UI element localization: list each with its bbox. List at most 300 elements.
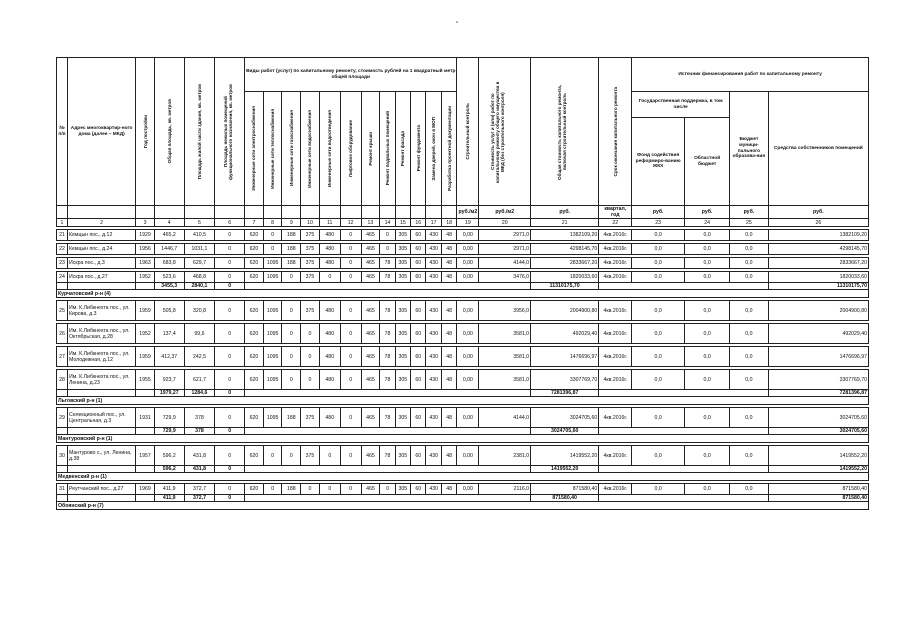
row-address: Кемцын пос., д.12 xyxy=(68,230,136,241)
unit-term: квартал, год xyxy=(599,206,632,219)
row-work-cost: 0 xyxy=(263,244,282,255)
header-work-8: Ремонт подвальных помещений xyxy=(380,92,395,206)
empty-cell xyxy=(57,428,68,435)
subtotal-total-area: 729,9 xyxy=(154,428,184,435)
row-work-cost: 60 xyxy=(411,258,426,269)
row-work-cost: 430 xyxy=(426,244,441,255)
row-term: 4кв.2016г. xyxy=(599,244,632,255)
row-cost-per-m2: 2971,0 xyxy=(479,244,531,255)
row-total-area: 596,2 xyxy=(154,446,184,466)
row-regional: 0,0 xyxy=(685,244,730,255)
row-municipal: 0,0 xyxy=(730,244,769,255)
row-cost-per-m2: 4144,0 xyxy=(479,408,531,428)
header-no: № п/п xyxy=(57,58,68,206)
row-work-cost: 305 xyxy=(395,230,410,241)
empty-cell xyxy=(599,428,768,435)
row-year: 1959 xyxy=(136,347,155,367)
row-term: 4кв.2016г. xyxy=(599,301,632,321)
row-work-cost: 78 xyxy=(380,347,395,367)
row-work-cost: 620 xyxy=(245,230,264,241)
row-nonres-area: 0 xyxy=(215,258,245,269)
empty-cell xyxy=(245,466,531,473)
row-owners: 1419552,20 xyxy=(768,446,868,466)
row-term: 4кв.2016г. xyxy=(599,324,632,344)
column-number: 11 xyxy=(319,219,340,227)
row-living-area: 621,7 xyxy=(184,370,215,390)
subtotal-owners: 871580,40 xyxy=(768,495,868,502)
column-number: 10 xyxy=(301,219,320,227)
row-work-cost: 620 xyxy=(245,347,264,367)
empty-cell xyxy=(599,466,768,473)
row-work-cost: 375 xyxy=(301,244,320,255)
row-term: 4кв.2016г. xyxy=(599,446,632,466)
empty-cell xyxy=(68,495,136,502)
row-work-cost: 305 xyxy=(395,258,410,269)
subtotal-living-area: 2840,1 xyxy=(184,283,215,290)
row-control: 0,00 xyxy=(457,272,479,283)
row-work-cost: 1095 xyxy=(263,370,282,390)
row-work-cost: 480 xyxy=(319,230,340,241)
row-control: 0,00 xyxy=(457,484,479,495)
subtotal-nonres-area: 0 xyxy=(215,428,245,435)
row-owners: 492029,40 xyxy=(768,324,868,344)
row-total-cost: 1419552,20 xyxy=(531,446,599,466)
empty-cell xyxy=(136,390,155,397)
subtotal-cost: 3024705,60 xyxy=(531,428,599,435)
row-total-cost: 2833667,20 xyxy=(531,258,599,269)
column-number: 24 xyxy=(685,219,730,227)
row-number: 22 xyxy=(57,244,68,255)
row-regional: 0,0 xyxy=(685,301,730,321)
row-nonres-area: 0 xyxy=(215,244,245,255)
column-number: 1 xyxy=(57,219,68,227)
row-work-cost: 620 xyxy=(245,324,264,344)
table-row xyxy=(57,347,869,367)
row-regional: 0,0 xyxy=(685,324,730,344)
row-living-area: 99,6 xyxy=(184,324,215,344)
row-control: 0,00 xyxy=(457,301,479,321)
column-numbers-row xyxy=(57,219,869,227)
row-address: Им. К.Либкнехта пос., ул. Ленина, д.23 xyxy=(68,370,136,390)
row-control: 0,00 xyxy=(457,347,479,367)
row-work-cost: 0 xyxy=(340,244,361,255)
header-municipal: Бюджет муници-пального образова-ния xyxy=(730,92,769,206)
row-cost-per-m2: 3956,0 xyxy=(479,301,531,321)
row-work-cost: 188 xyxy=(282,258,301,269)
row-total-area: 523,6 xyxy=(154,272,184,283)
row-work-cost: 480 xyxy=(319,301,340,321)
row-regional: 0,0 xyxy=(685,272,730,283)
row-year: 1957 xyxy=(136,446,155,466)
column-number: 8 xyxy=(263,219,282,227)
table-row xyxy=(57,324,869,344)
row-nonres-area: 0 xyxy=(215,484,245,495)
row-fund: 0,0 xyxy=(632,258,685,269)
district-name: Медвенский р-н (1) xyxy=(57,473,869,481)
row-work-cost: 480 xyxy=(319,370,340,390)
district-name: Курчатовский р-н (4) xyxy=(57,290,869,298)
unit-owners: руб. xyxy=(768,206,868,219)
row-municipal: 0,0 xyxy=(730,301,769,321)
subtotal-living-area: 378 xyxy=(184,428,215,435)
row-work-cost: 430 xyxy=(426,258,441,269)
row-work-cost: 0 xyxy=(340,347,361,367)
row-work-cost: 60 xyxy=(411,272,426,283)
row-work-cost: 78 xyxy=(380,408,395,428)
row-number: 26 xyxy=(57,324,68,344)
row-number: 27 xyxy=(57,347,68,367)
row-work-cost: 60 xyxy=(411,324,426,344)
row-work-cost: 430 xyxy=(426,347,441,367)
subtotal-row xyxy=(57,283,869,290)
row-work-cost: 60 xyxy=(411,301,426,321)
row-address: Искра пос., д.27 xyxy=(68,272,136,283)
header-work-9: Ремонт фасада xyxy=(395,92,410,206)
row-fund: 0,0 xyxy=(632,408,685,428)
row-nonres-area: 0 xyxy=(215,230,245,241)
row-work-cost: 465 xyxy=(361,370,380,390)
row-cost-per-m2: 3476,0 xyxy=(479,272,531,283)
row-work-cost: 0 xyxy=(282,272,301,283)
column-number: 21 xyxy=(531,219,599,227)
header-work-6: Лифтовое оборудование xyxy=(340,92,361,206)
row-work-cost: 0 xyxy=(340,272,361,283)
row-work-cost: 188 xyxy=(282,484,301,495)
row-year: 1952 xyxy=(136,324,155,344)
row-work-cost: 0 xyxy=(340,484,361,495)
subtotal-nonres-area: 0 xyxy=(215,495,245,502)
empty-cell xyxy=(57,495,68,502)
row-fund: 0,0 xyxy=(632,324,685,344)
row-nonres-area: 0 xyxy=(215,347,245,367)
row-work-cost: 305 xyxy=(395,324,410,344)
row-number: 21 xyxy=(57,230,68,241)
empty-cell xyxy=(136,283,155,290)
row-work-cost: 430 xyxy=(426,408,441,428)
page-number: " xyxy=(456,22,459,28)
district-row xyxy=(57,397,869,405)
row-owners: 1820033,60 xyxy=(768,272,868,283)
row-owners: 2833667,20 xyxy=(768,258,868,269)
row-year: 1956 xyxy=(136,244,155,255)
row-work-cost: 78 xyxy=(380,258,395,269)
row-work-cost: 60 xyxy=(411,446,426,466)
unit-control: руб./м2 xyxy=(457,206,479,219)
row-term: 4кв.2016г. xyxy=(599,484,632,495)
row-living-area: 242,5 xyxy=(184,347,215,367)
row-total-cost: 1476696,97 xyxy=(531,347,599,367)
row-work-cost: 305 xyxy=(395,272,410,283)
district-row xyxy=(57,290,869,298)
row-owners: 871580,40 xyxy=(768,484,868,495)
row-work-cost: 48 xyxy=(441,258,457,269)
row-living-area: 372,7 xyxy=(184,484,215,495)
header-living-area: Площадь жилой части здания, кв. метров xyxy=(184,58,215,206)
empty-cell xyxy=(68,428,136,435)
row-work-cost: 375 xyxy=(301,272,320,283)
row-living-area: 320,8 xyxy=(184,301,215,321)
header-work-4: Инженерные сети водоснабжения xyxy=(301,92,320,206)
row-work-cost: 188 xyxy=(282,244,301,255)
row-municipal: 0,0 xyxy=(730,408,769,428)
subtotal-total-area: 1979,27 xyxy=(154,390,184,397)
header-control: Строительный контроль xyxy=(457,58,479,206)
header-work-7: Ремонт крыши xyxy=(361,92,380,206)
column-number: 17 xyxy=(426,219,441,227)
column-number: 22 xyxy=(599,219,632,227)
row-number: 24 xyxy=(57,272,68,283)
column-number: 5 xyxy=(184,219,215,227)
row-work-cost: 375 xyxy=(301,258,320,269)
row-work-cost: 48 xyxy=(441,230,457,241)
row-term: 4кв.2016г. xyxy=(599,347,632,367)
row-fund: 0,0 xyxy=(632,244,685,255)
subtotal-cost: 11310175,70 xyxy=(531,283,599,290)
row-work-cost: 480 xyxy=(319,347,340,367)
empty-cell xyxy=(599,390,768,397)
row-regional: 0,0 xyxy=(685,484,730,495)
row-work-cost: 0 xyxy=(319,272,340,283)
table-row xyxy=(57,446,869,466)
column-number: 13 xyxy=(361,219,380,227)
row-cost-per-m2: 3581,0 xyxy=(479,324,531,344)
row-work-cost: 60 xyxy=(411,408,426,428)
row-work-cost: 60 xyxy=(411,230,426,241)
row-work-cost: 0 xyxy=(301,370,320,390)
row-cost-per-m2: 3581,0 xyxy=(479,370,531,390)
subtotal-cost: 1419552,20 xyxy=(531,466,599,473)
row-regional: 0,0 xyxy=(685,230,730,241)
row-owners: 3024705,60 xyxy=(768,408,868,428)
row-work-cost: 480 xyxy=(319,408,340,428)
row-municipal: 0,0 xyxy=(730,258,769,269)
row-owners: 4298145,70 xyxy=(768,244,868,255)
row-number: 31 xyxy=(57,484,68,495)
row-control: 0,00 xyxy=(457,446,479,466)
unit-regional: руб. xyxy=(685,206,730,219)
district-row xyxy=(57,435,869,443)
row-work-cost: 188 xyxy=(282,408,301,428)
column-number: 18 xyxy=(441,219,457,227)
row-nonres-area: 0 xyxy=(215,446,245,466)
row-number: 28 xyxy=(57,370,68,390)
row-year: 1969 xyxy=(136,484,155,495)
column-number: 14 xyxy=(380,219,395,227)
row-work-cost: 620 xyxy=(245,301,264,321)
row-municipal: 0,0 xyxy=(730,446,769,466)
subtotal-total-area: 411,9 xyxy=(154,495,184,502)
row-work-cost: 1095 xyxy=(263,301,282,321)
empty-cell xyxy=(245,283,531,290)
row-number: 23 xyxy=(57,258,68,269)
header-fund: Фонд содействия реформиро-ванию ЖКХ xyxy=(632,118,685,206)
table-row xyxy=(57,370,869,390)
empty-cell xyxy=(245,428,531,435)
subtotal-nonres-area: 0 xyxy=(215,466,245,473)
row-work-cost: 48 xyxy=(441,301,457,321)
header-owners: Средства собственников помещений xyxy=(768,92,868,206)
column-number: 3 xyxy=(136,219,155,227)
empty-cell xyxy=(599,283,768,290)
row-owners: 3307769,70 xyxy=(768,370,868,390)
row-work-cost: 0 xyxy=(340,408,361,428)
subtotal-owners: 11310175,70 xyxy=(768,283,868,290)
row-year: 1955 xyxy=(136,370,155,390)
row-work-cost: 60 xyxy=(411,244,426,255)
row-total-cost: 871580,40 xyxy=(531,484,599,495)
row-work-cost: 465 xyxy=(361,244,380,255)
row-work-cost: 78 xyxy=(380,272,395,283)
row-work-cost: 0 xyxy=(380,230,395,241)
row-work-cost: 305 xyxy=(395,370,410,390)
column-number: 2 xyxy=(68,219,136,227)
district-row xyxy=(57,473,869,481)
row-work-cost: 465 xyxy=(361,258,380,269)
header-work-11: Замена дверей, окон в МОП xyxy=(426,92,441,206)
row-work-cost: 620 xyxy=(245,272,264,283)
table-row xyxy=(57,408,869,428)
row-work-cost: 480 xyxy=(319,258,340,269)
row-fund: 0,0 xyxy=(632,301,685,321)
row-municipal: 0,0 xyxy=(730,484,769,495)
subtotal-total-area: 596,2 xyxy=(154,466,184,473)
row-work-cost: 48 xyxy=(441,324,457,344)
row-control: 0,00 xyxy=(457,258,479,269)
header-state-support: Государственная поддержка, в том числе xyxy=(632,92,730,118)
row-work-cost: 0 xyxy=(282,446,301,466)
row-address: Искра пос., д.3 xyxy=(68,258,136,269)
row-year: 1931 xyxy=(136,408,155,428)
row-control: 0,00 xyxy=(457,230,479,241)
subtotal-cost: 7281396,87 xyxy=(531,390,599,397)
row-work-cost: 1095 xyxy=(263,258,282,269)
row-work-cost: 48 xyxy=(441,347,457,367)
row-municipal: 0,0 xyxy=(730,230,769,241)
table-row xyxy=(57,244,869,255)
table-row xyxy=(57,484,869,495)
row-total-cost: 4298145,70 xyxy=(531,244,599,255)
header-term: Срок окончания капитального ремонта xyxy=(599,58,632,206)
row-work-cost: 48 xyxy=(441,272,457,283)
row-work-cost: 78 xyxy=(380,324,395,344)
row-living-area: 629,7 xyxy=(184,258,215,269)
row-work-cost: 48 xyxy=(441,484,457,495)
row-work-cost: 305 xyxy=(395,347,410,367)
row-work-cost: 1095 xyxy=(263,408,282,428)
row-living-area: 431,8 xyxy=(184,446,215,466)
row-work-cost: 430 xyxy=(426,446,441,466)
header-nonres-area: Площадь нежилых помещений функционального назначения, кв. метров xyxy=(215,58,245,206)
row-work-cost: 48 xyxy=(441,446,457,466)
row-work-cost: 465 xyxy=(361,484,380,495)
row-work-cost: 0 xyxy=(282,324,301,344)
subtotal-cost: 871580,40 xyxy=(531,495,599,502)
row-address: Мантурово с., ул. Ленина, д.38 xyxy=(68,446,136,466)
row-work-cost: 0 xyxy=(301,347,320,367)
row-year: 1963 xyxy=(136,258,155,269)
row-term: 4кв.2016г. xyxy=(599,258,632,269)
subtotal-nonres-area: 0 xyxy=(215,390,245,397)
row-work-cost: 0 xyxy=(380,244,395,255)
row-term: 4кв.2016г. xyxy=(599,230,632,241)
row-total-area: 505,8 xyxy=(154,301,184,321)
row-total-area: 683,8 xyxy=(154,258,184,269)
row-address: Кемцын пос., д.24 xyxy=(68,244,136,255)
unit-fund: руб. xyxy=(632,206,685,219)
empty-cell xyxy=(57,466,68,473)
row-work-cost: 1095 xyxy=(263,347,282,367)
row-total-cost: 2004900,80 xyxy=(531,301,599,321)
row-municipal: 0,0 xyxy=(730,272,769,283)
row-municipal: 0,0 xyxy=(730,370,769,390)
row-owners: 1476696,97 xyxy=(768,347,868,367)
row-work-cost: 60 xyxy=(411,484,426,495)
row-cost-per-m2: 4144,0 xyxy=(479,258,531,269)
row-owners: 2004900,80 xyxy=(768,301,868,321)
table-row xyxy=(57,272,869,283)
row-total-cost: 3024705,60 xyxy=(531,408,599,428)
row-year: 1952 xyxy=(136,272,155,283)
row-work-cost: 78 xyxy=(380,370,395,390)
row-work-cost: 620 xyxy=(245,484,264,495)
row-work-cost: 0 xyxy=(282,370,301,390)
district-name: Обоянский р-н (7) xyxy=(57,502,869,510)
row-control: 0,00 xyxy=(457,324,479,344)
subtotal-living-area: 372,7 xyxy=(184,495,215,502)
row-address: Им. К.Либкнехта пос., ул. Кирова, д.3 xyxy=(68,301,136,321)
empty-cell xyxy=(136,428,155,435)
row-work-cost: 430 xyxy=(426,484,441,495)
unit-municipal: руб. xyxy=(730,206,769,219)
subtotal-living-area: 1284,6 xyxy=(184,390,215,397)
row-work-cost: 0 xyxy=(301,484,320,495)
column-number: 20 xyxy=(479,219,531,227)
row-work-cost: 465 xyxy=(361,301,380,321)
row-address: Им. К.Либкнехта пос., ул. Октябрьская, д.28 xyxy=(68,324,136,344)
district-row xyxy=(57,502,869,510)
row-work-cost: 0 xyxy=(340,324,361,344)
row-work-cost: 480 xyxy=(319,244,340,255)
row-regional: 0,0 xyxy=(685,347,730,367)
subtotal-row xyxy=(57,495,869,502)
row-work-cost: 0 xyxy=(340,258,361,269)
row-work-cost: 465 xyxy=(361,230,380,241)
empty-cell xyxy=(245,390,531,397)
row-regional: 0,0 xyxy=(685,370,730,390)
row-work-cost: 430 xyxy=(426,301,441,321)
header-year: Год постройки xyxy=(136,58,155,206)
row-fund: 0,0 xyxy=(632,484,685,495)
capital-repair-register-table xyxy=(56,57,869,510)
row-work-cost: 465 xyxy=(361,324,380,344)
row-work-cost: 305 xyxy=(395,301,410,321)
row-work-cost: 305 xyxy=(395,446,410,466)
row-regional: 0,0 xyxy=(685,258,730,269)
row-fund: 0,0 xyxy=(632,347,685,367)
row-work-cost: 48 xyxy=(441,370,457,390)
row-nonres-area: 0 xyxy=(215,370,245,390)
row-total-area: 729,9 xyxy=(154,408,184,428)
row-total-area: 1446,7 xyxy=(154,244,184,255)
row-work-cost: 375 xyxy=(301,301,320,321)
header-cost-per-m2: Стоимость услуг и (или) работ по капитальному ремонту общего имущества в МКД (без строительного контроля) xyxy=(479,58,531,206)
header-work-2: Инженерные сети теплоснабжения xyxy=(263,92,282,206)
header-works-group: Виды работ (услуг) по капитальному ремонту, стоимость рублей на 1 квадратный метр общей площади xyxy=(245,58,457,92)
row-total-cost: 492029,40 xyxy=(531,324,599,344)
column-number: 19 xyxy=(457,219,479,227)
row-cost-per-m2: 2381,0 xyxy=(479,446,531,466)
row-work-cost: 375 xyxy=(301,408,320,428)
